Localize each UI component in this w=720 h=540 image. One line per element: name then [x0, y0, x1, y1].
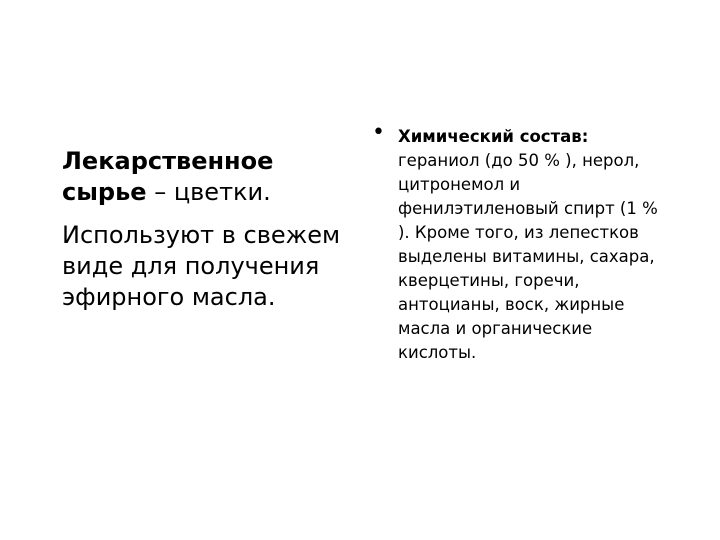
chemical-composition-body: гераниол (до 50 % ), нерол, цитронемол и фенилэтиленовый спирт (1 % ). Кроме того, из лепестков выделены витамины, сахара, кверцетины, горечи, антоцианы, воск, жирные масла и органические кислоты.: [398, 151, 658, 362]
raw-material-term: Лекарственное сырье: [62, 147, 274, 206]
raw-material-description: – цветки.: [146, 178, 271, 206]
raw-material-paragraph: [62, 146, 342, 208]
bullet-icon: •: [372, 120, 385, 145]
usage-paragraph: Используют в свежем виде для получения эфирного масла.: [62, 221, 341, 311]
left-column: [62, 146, 342, 313]
chemical-composition-heading: Химический состав:: [398, 127, 589, 146]
chemical-composition-item: [398, 125, 660, 365]
